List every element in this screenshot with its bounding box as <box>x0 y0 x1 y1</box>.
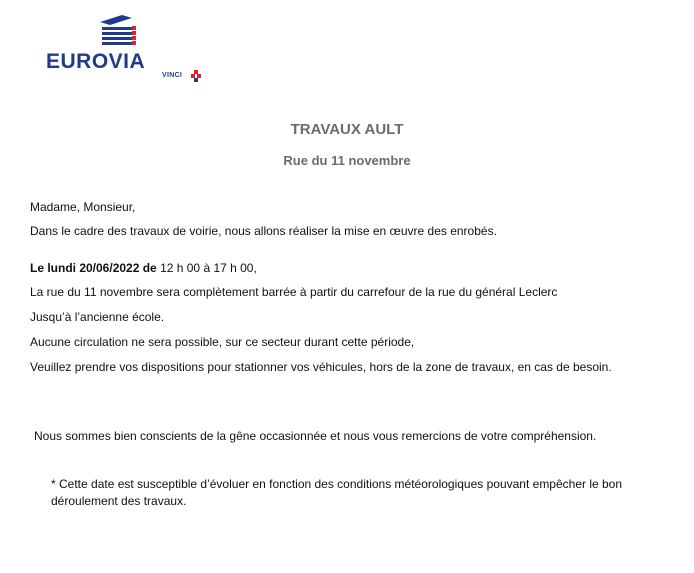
vinci-mark-icon <box>191 70 203 82</box>
eurovia-logo <box>40 14 220 82</box>
document-title: TRAVAUX AULT <box>290 121 404 138</box>
intro-paragraph: Dans le cadre des travaux de voirie, nous allons réaliser la mise en œuvre des enrobés. <box>30 224 497 238</box>
salutation: Madame, Monsieur, <box>30 200 136 214</box>
logo-mark-icon <box>92 14 152 50</box>
document-subtitle: Rue du 11 novembre <box>283 153 411 168</box>
logo-brand-text: EUROVIA <box>46 50 146 73</box>
thanks-paragraph: Nous sommes bien conscients de la gêne occasionnée et nous vous remercions de votre compréhension. <box>34 429 597 443</box>
date-bold: Le lundi 20/06/2022 de <box>30 261 157 275</box>
date-line <box>30 260 257 277</box>
closure-line: La rue du 11 novembre sera complètement barrée à partir du carrefour de la rue du général Leclerc <box>30 285 558 299</box>
date-hours: 12 h 00 à 17 h 00, <box>156 261 257 275</box>
until-line: Jusqu’à l’ancienne école. <box>30 310 165 324</box>
logo-group-text: VINCI <box>162 72 183 79</box>
parking-paragraph: Veuillez prendre vos dispositions pour stationner vos véhicules, hors de la zone de travaux, en cas de besoin. <box>30 360 612 374</box>
footnote: * Cette date est susceptible d’évoluer en fonction des conditions météorologiques pouvant empêcher le bon déroulement des travaux. <box>51 477 623 508</box>
no-traffic-line: Aucune circulation ne sera possible, sur ce secteur durant cette période, <box>30 335 415 349</box>
